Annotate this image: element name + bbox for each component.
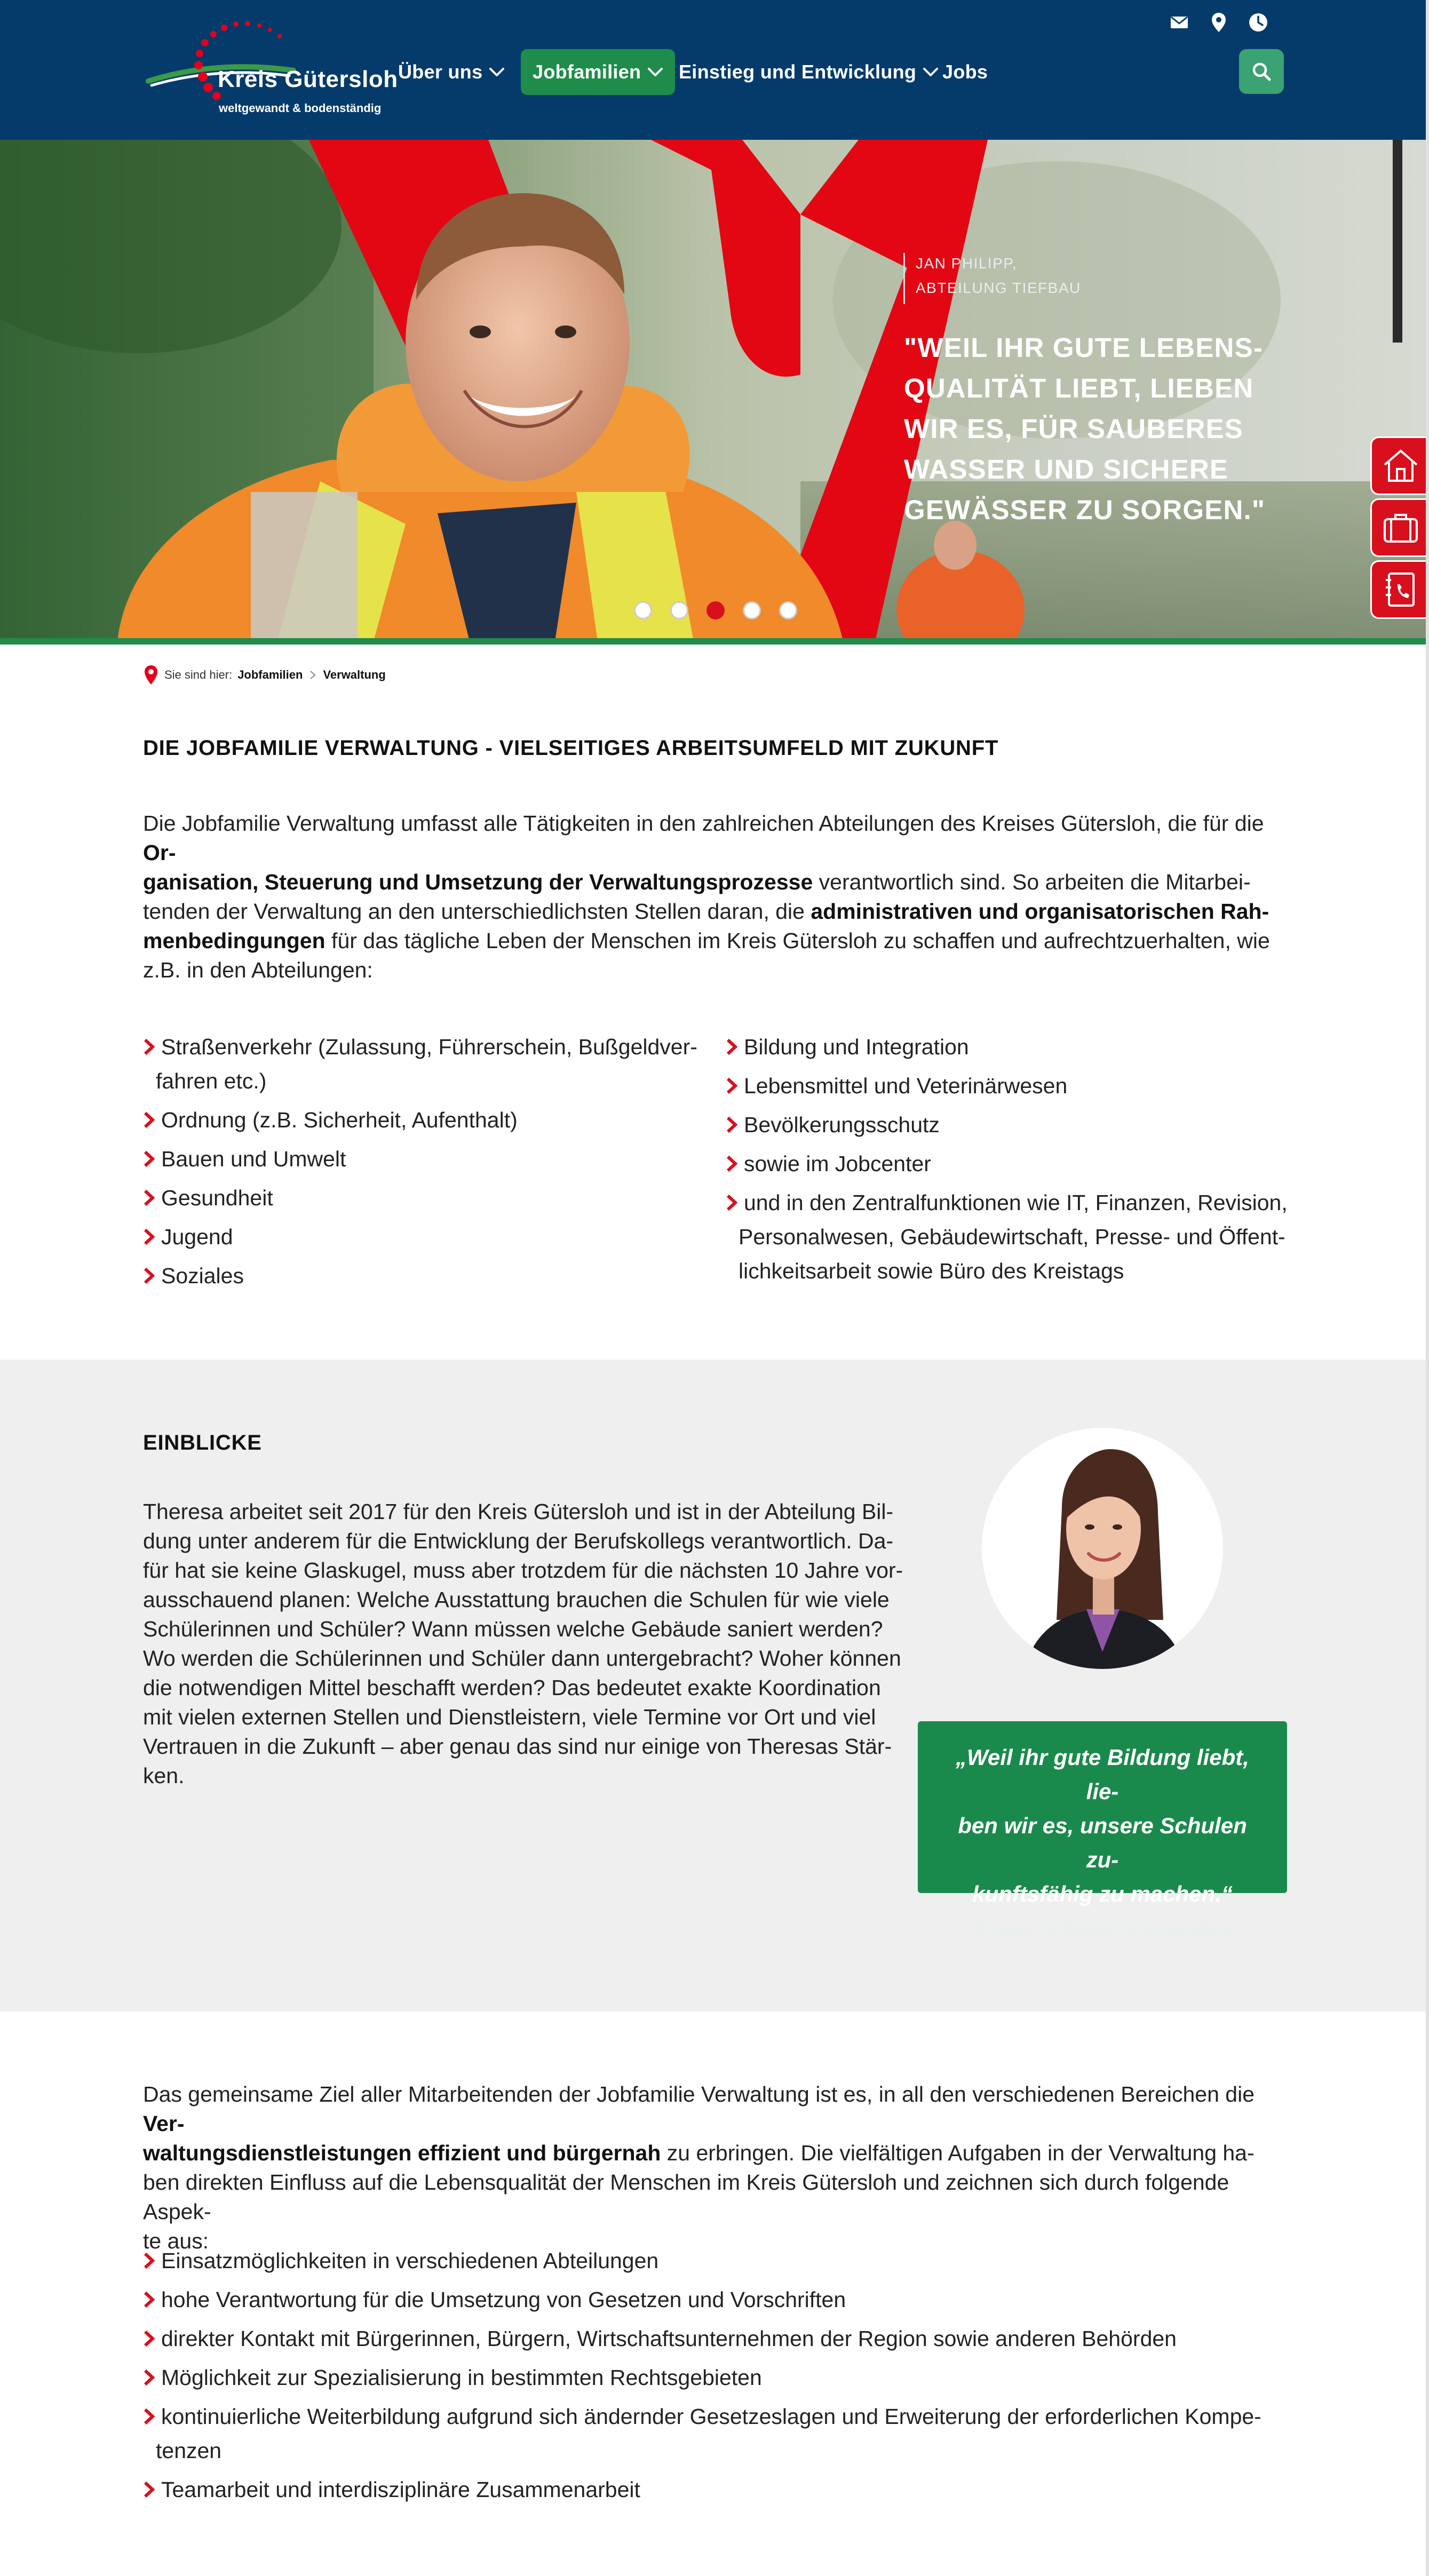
list-item-continuation: Personalwesen, Gebäudewirtschaft, Presse- und Öffent-: [739, 1225, 1285, 1249]
slider-dot[interactable]: [706, 601, 725, 619]
paragraph-line: mit vielen externen Stellen und Dienstleistern, viele Termine vor Ort und viel: [143, 1705, 876, 1729]
paragraph-text: zu erbringen. Die vielfältigen Aufgaben in der Verwaltung ha-: [661, 2141, 1255, 2165]
hero-divider: [0, 638, 1429, 645]
list-item-text: [161, 2283, 846, 2317]
nav-label: Über uns: [398, 61, 483, 83]
list-item-text: [739, 1186, 1288, 1288]
chevron-right-icon: [143, 1259, 161, 1293]
list-item: [143, 2399, 1290, 2468]
location-pin-icon: [143, 664, 159, 686]
paragraph-line: [143, 897, 1285, 926]
paragraph-line: Schülerinnen und Schüler? Wann müssen welche Gebäude saniert werden?: [143, 1617, 883, 1641]
list-item: [726, 1186, 1291, 1288]
paragraph-text: Das gemeinsame Ziel aller Mitarbeitenden der Jobfamilie Verwaltung ist es, in all den verschiedenen Bereichen die: [143, 2082, 1255, 2106]
chevron-right-icon: [726, 1108, 744, 1142]
paragraph-bold-text: Ver-: [143, 2111, 185, 2136]
hero-quote-line: GEWÄSSER ZU SORGEN.": [904, 495, 1266, 525]
quote-caption: Theresa, Sachgebiet Schulverwaltung: [972, 1921, 1233, 1938]
einblicke-title: EINBLICKE: [143, 1431, 262, 1454]
hero-person-name: JAN PHILIPP,: [916, 255, 1018, 272]
intro-paragraph: [143, 809, 1285, 985]
hero-person-department: ABTEILUNG TIEFBAU: [916, 280, 1081, 296]
paragraph-bold-text: Or-: [143, 840, 176, 865]
list-item: [726, 1108, 1291, 1142]
paragraph-line: [143, 868, 1285, 897]
list-item-text: [744, 1069, 1067, 1103]
list-item-text: [744, 1030, 969, 1064]
list-item-label: Soziales: [161, 1263, 244, 1288]
list-item-label: Lebensmittel und Veterinärwesen: [744, 1074, 1068, 1098]
chevron-right-icon: [726, 1030, 744, 1064]
list-item-label: Teamarbeit und interdisziplinäre Zusammenarbeit: [161, 2477, 640, 2502]
paragraph-line: [143, 956, 1285, 985]
slider-dot[interactable]: [743, 601, 761, 619]
paragraph-text: für das tägliche Leben der Menschen im Kreis Gütersloh zu schaffen und aufrechtzuerhalten, wie: [325, 928, 1270, 953]
breadcrumb-item-jobfamilien[interactable]: Jobfamilien: [237, 668, 303, 681]
list-item-label: sowie im Jobcenter: [744, 1151, 931, 1176]
paragraph-line: ausschauend planen: Welche Ausstattung brauchen die Schulen für wie viele: [143, 1587, 890, 1612]
paragraph-line: ken.: [143, 1763, 185, 1788]
home-icon: [1380, 446, 1421, 486]
clock-icon[interactable]: [1247, 11, 1270, 34]
list-item: [143, 1030, 698, 1098]
paragraph-text: ben direkten Einfluss auf die Lebensqualität der Menschen im Kreis Gütersloh und zeichnen sich durch folgende Aspek-: [143, 2170, 1229, 2224]
list-item-label: hohe Verantwortung für die Umsetzung von Gesetzen und Vorschriften: [161, 2287, 846, 2312]
list-item-continuation: fahren etc.): [156, 1069, 267, 1093]
list-item-continuation: lichkeitsarbeit sowie Büro des Kreistags: [739, 1259, 1124, 1283]
list-item-label: Möglichkeit zur Spezialisierung in bestimmten Rechtsgebieten: [161, 2365, 762, 2390]
nav-label: Jobfamilien: [533, 61, 641, 83]
list-item-label: direkter Kontakt mit Bürgerinnen, Bürgern, Wirtschaftsunternehmen der Region sowie anderen Behörden: [161, 2326, 1177, 2351]
chevron-right-icon: [309, 670, 316, 680]
paragraph-text: te aus:: [143, 2229, 209, 2253]
list-item-label: Ordnung (z.B. Sicherheit, Aufenthalt): [161, 1108, 518, 1132]
side-tab-jobs[interactable]: [1370, 498, 1429, 557]
list-item: [726, 1030, 1291, 1064]
chevron-right-icon: [726, 1069, 744, 1103]
paragraph-text: verantwortlich sind. So arbeiten die Mitarbei-: [813, 870, 1251, 894]
list-item-label: und in den Zentralfunktionen wie IT, Finanzen, Revision,: [744, 1190, 1288, 1215]
chevron-down-icon: [489, 67, 505, 77]
paragraph-line: [143, 2168, 1290, 2227]
paragraph-bold-text: waltungsdienstleistungen effizient und bürgernah: [143, 2141, 661, 2165]
list-item-text: [156, 2399, 1261, 2468]
list-item: [143, 1220, 698, 1254]
chevron-right-icon: [726, 1186, 744, 1220]
hero-quote-line: QUALITÄT LIEBT, LIEBEN: [904, 373, 1254, 403]
chevron-right-icon: [143, 1103, 161, 1137]
logo-title: Kreis Gütersloh: [218, 66, 398, 92]
quote-line: ben wir es, unsere Schulen zu-: [958, 1813, 1247, 1872]
search-button[interactable]: [1239, 49, 1284, 94]
chevron-right-icon: [143, 2244, 161, 2278]
list-item-text: [161, 1181, 273, 1215]
list-item-text: [161, 2321, 1177, 2356]
chevron-right-icon: [143, 2472, 161, 2507]
list-item-text: [161, 1220, 233, 1254]
location-pin-icon[interactable]: [1207, 11, 1230, 34]
list-item: [143, 1142, 698, 1176]
list-item-label: Jugend: [161, 1225, 233, 1249]
list-item-text: [744, 1147, 931, 1181]
paragraph-bold-text: ganisation, Steuerung und Umsetzung der Verwaltungsprozesse: [143, 870, 813, 894]
quote-line: „Weil ihr gute Bildung liebt, lie-: [956, 1745, 1249, 1804]
logo-subtitle: weltgewandt & bodenständig: [219, 101, 382, 115]
hero-quote-line: WASSER UND SICHERE: [904, 454, 1229, 484]
chevron-right-icon: [143, 1181, 161, 1215]
aspects-list: [143, 2244, 1290, 2511]
phone-book-icon: [1380, 569, 1421, 610]
einblicke-paragraph: [143, 1497, 922, 1791]
chevron-right-icon: [726, 1147, 744, 1181]
portrait-theresa-image: [982, 1428, 1223, 1669]
paragraph-line: für hat sie keine Glaskugel, muss aber trotzdem für die nächsten 10 Jahre vor-: [143, 1558, 903, 1583]
page-title: DIE JOBFAMILIE VERWALTUNG - VIELSEITIGES ARBEITSUMFELD MIT ZUKUNFT: [143, 736, 999, 760]
breadcrumb: [143, 664, 386, 686]
paragraph-line: Theresa arbeitet seit 2017 für den Kreis Gütersloh und ist in der Abteilung Bil-: [143, 1499, 894, 1524]
side-tab-contact[interactable]: [1370, 560, 1429, 619]
list-item-label: Straßenverkehr (Zulassung, Führerschein, Bußgeldver-: [161, 1035, 697, 1059]
list-item-label: Bevölkerungsschutz: [744, 1112, 940, 1137]
list-item-text: [156, 1030, 697, 1098]
paragraph-text: z.B. in den Abteilungen:: [143, 958, 373, 982]
nav-item-einstieg-und-entwicklung[interactable]: [679, 49, 939, 95]
paragraph-bold-text: administrativen und organisatorischen Rah-: [811, 899, 1269, 924]
nav-item-jobfamilien[interactable]: [521, 49, 675, 95]
list-item-text: [161, 2244, 658, 2278]
list-item: [143, 1259, 698, 1293]
nav-label: Jobs: [942, 61, 988, 83]
list-item: [143, 1103, 698, 1137]
chevron-right-icon: [143, 2283, 161, 2317]
paragraph-line: Vertrauen in die Zukunft – aber genau das sind nur einige von Theresas Stär-: [143, 1734, 892, 1759]
paragraph-line: [143, 2138, 1290, 2168]
nav-item-ueber-uns[interactable]: [398, 49, 505, 95]
list-item: [143, 2244, 1290, 2278]
list-item-text: [161, 1142, 346, 1176]
list-item: [143, 2472, 1290, 2507]
chevron-down-icon: [923, 67, 939, 77]
departments-list-left: [143, 1030, 698, 1298]
goal-paragraph: [143, 2080, 1290, 2256]
hero-quote-line: WIR ES, FÜR SAUBERES: [904, 414, 1244, 444]
breadcrumb-item-verwaltung: Verwaltung: [323, 668, 386, 681]
chevron-right-icon: [143, 1142, 161, 1176]
side-tab-home[interactable]: [1370, 436, 1429, 495]
list-item: [143, 2360, 1290, 2395]
list-item-label: Bauen und Umwelt: [161, 1147, 346, 1171]
chevron-down-icon: [647, 67, 663, 77]
list-item: [143, 1181, 698, 1215]
chevron-right-icon: [143, 2321, 161, 2356]
paragraph-line: [143, 926, 1285, 956]
list-item-text: [744, 1108, 940, 1142]
briefcase-icon: [1380, 507, 1421, 548]
departments-list-right: [726, 1030, 1291, 1293]
breadcrumb-prefix: Sie sind hier:: [164, 668, 233, 681]
list-item: [726, 1147, 1291, 1181]
hero-name-divider: [903, 253, 905, 304]
paragraph-text: Die Jobfamilie Verwaltung umfasst alle Tätigkeiten in den zahlreichen Abteilungen des Kreises Gütersloh, die für die: [143, 811, 1264, 836]
nav-item-jobs[interactable]: [942, 49, 988, 95]
list-item: [726, 1069, 1291, 1103]
list-item-label: kontinuierliche Weiterbildung aufgrund sich ändernder Gesetzeslagen und Erweiterung der erforderlichen Kompe-: [161, 2404, 1261, 2429]
chevron-right-icon: [143, 1030, 161, 1064]
slider-dot[interactable]: [670, 601, 688, 619]
list-item-text: [161, 1103, 518, 1137]
paragraph-line: [143, 2080, 1290, 2138]
paragraph-text: tenden der Verwaltung an den unterschiedlichsten Stellen daran, die: [143, 899, 811, 924]
nav-label: Einstieg und Entwicklung: [679, 61, 917, 83]
list-item-label: Bildung und Integration: [744, 1035, 969, 1059]
slider-dot[interactable]: [634, 601, 652, 619]
chevron-right-icon: [143, 2360, 161, 2395]
paragraph-bold-text: menbedingungen: [143, 928, 326, 953]
paragraph-line: die notwendigen Mittel beschafft werden? Das bedeutet exakte Koordination: [143, 1675, 881, 1700]
paragraph-line: Wo werden die Schülerinnen und Schüler dann untergebracht? Woher können: [143, 1646, 901, 1671]
list-item-text: [161, 2360, 762, 2395]
list-item: [143, 2321, 1290, 2356]
search-icon: [1250, 60, 1273, 83]
mail-icon[interactable]: [1168, 11, 1191, 34]
slider-dot[interactable]: [779, 601, 797, 619]
list-item-label: Einsatzmöglichkeiten in verschiedenen Abteilungen: [161, 2248, 659, 2273]
quote-box: [918, 1721, 1287, 1938]
list-item-continuation: tenzen: [156, 2438, 222, 2463]
chevron-right-icon: [143, 2399, 161, 2434]
list-item: [143, 2283, 1290, 2317]
page-edge-divider: [1426, 0, 1429, 2576]
hero-quote-line: "WEIL IHR GUTE LEBENS-: [904, 332, 1263, 363]
paragraph-line: dung unter anderem für die Entwicklung der Berufskollegs verantwortlich. Da-: [143, 1529, 894, 1553]
chevron-right-icon: [143, 1220, 161, 1254]
list-item-label: Gesundheit: [161, 1186, 273, 1210]
paragraph-line: [143, 809, 1285, 868]
list-item-text: [161, 1259, 244, 1293]
list-item-text: [161, 2472, 640, 2507]
quote-line: kunftsfähig zu machen.“: [972, 1881, 1233, 1906]
